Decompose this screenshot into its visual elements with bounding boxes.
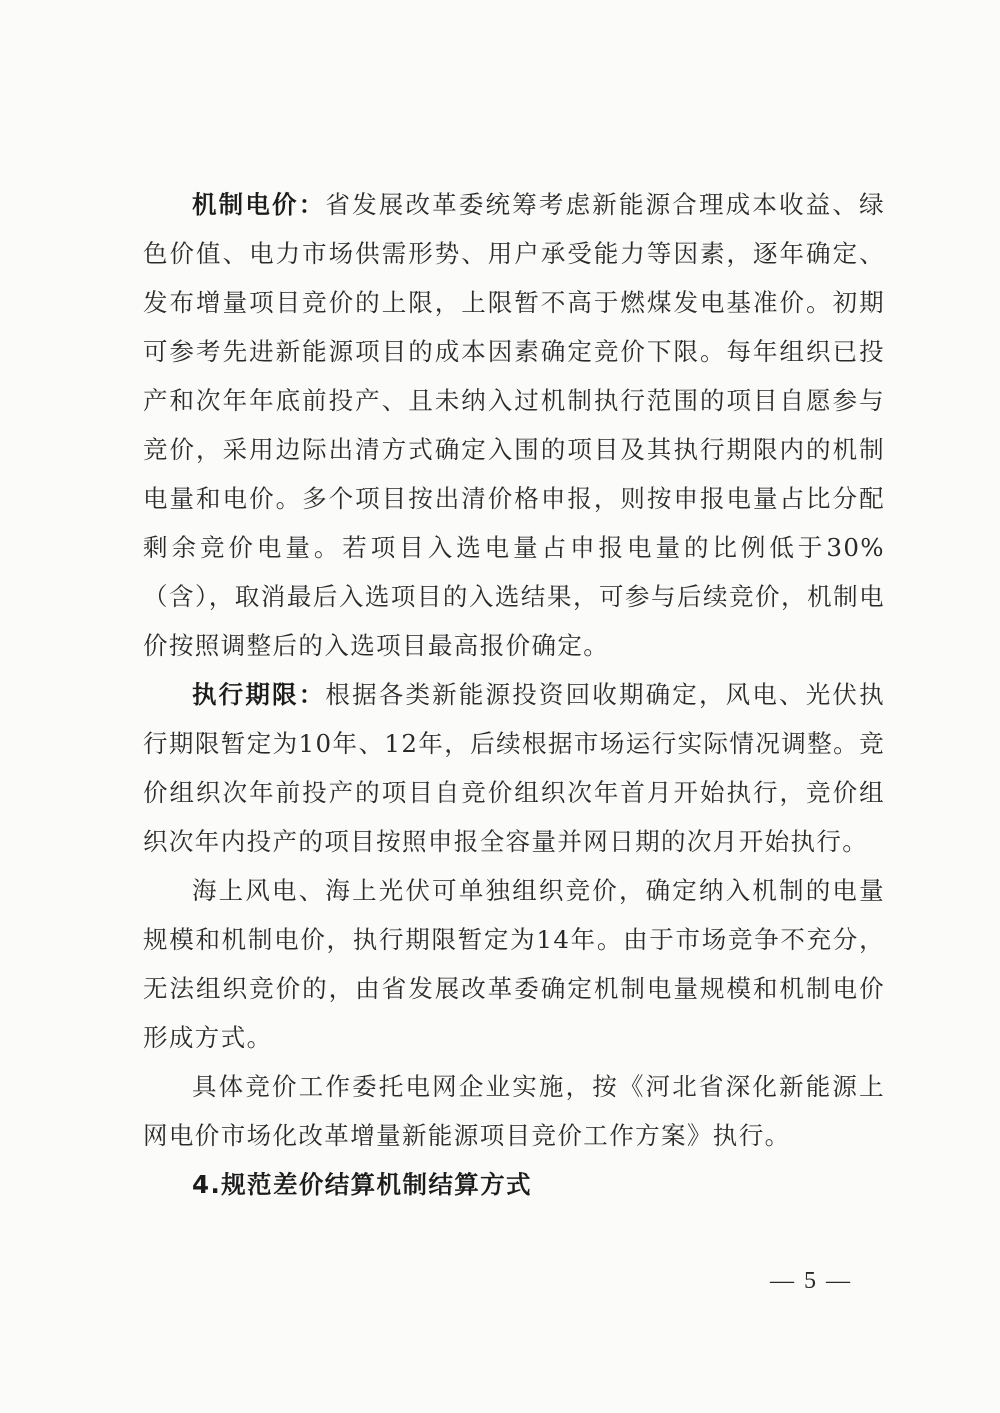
paragraph-text: 省发展改革委统筹考虑新能源合理成本收益、绿色价值、电力市场供需形势、用户承受能力等因素，逐年确定、发布增量项目竞价的上限，上限暂不高于燃煤发电基准价。初期可参考先进新能源项目的成本因素确定竞价下限。每年组织已投产和次年年底前投产、且未纳入过机制执行范围的项目自愿参与竞价，采用边际出清方式确定入围的项目及其执行期限内的机制电量和电价。多个项目按出清价格申报，则按申报电量占比分配剩余竞价电量。若项目入选电量占申报电量的比例低于30%（含），取消最后入选项目的入选结果，可参与后续竞价，机制电价按照调整后的入选项目最高报价确定。: [143, 190, 885, 660]
section-heading: 4.规范差价结算机制结算方式: [192, 1170, 532, 1199]
paragraph-offshore: [143, 866, 885, 1062]
term-execution-period: 执行期限：: [192, 680, 326, 709]
document-body: [143, 180, 885, 1209]
paragraph-implementation: [143, 1062, 885, 1160]
paragraph-execution-period: [143, 670, 885, 866]
paragraph-text: 海上风电、海上光伏可单独组织竞价，确定纳入机制的电量规模和机制电价，执行期限暂定为14年。由于市场竞争不充分，无法组织竞价的，由省发展改革委确定机制电量规模和机制电价形成方式。: [143, 876, 885, 1052]
paragraph-mechanism-price: [143, 180, 885, 670]
paragraph-text: 根据各类新能源投资回收期确定，风电、光伏执行期限暂定为10年、12年，后续根据市场运行实际情况调整。竞价组织次年前投产的项目自竞价组织次年首月开始执行，竞价组织次年内投产的项目按照申报全容量并网日期的次月开始执行。: [143, 680, 885, 856]
term-mechanism-price: 机制电价：: [192, 190, 326, 219]
page-number: — 5 —: [770, 1268, 852, 1294]
paragraph-text: 具体竞价工作委托电网企业实施，按《河北省深化新能源上网电价市场化改革增量新能源项目竞价工作方案》执行。: [143, 1072, 885, 1150]
